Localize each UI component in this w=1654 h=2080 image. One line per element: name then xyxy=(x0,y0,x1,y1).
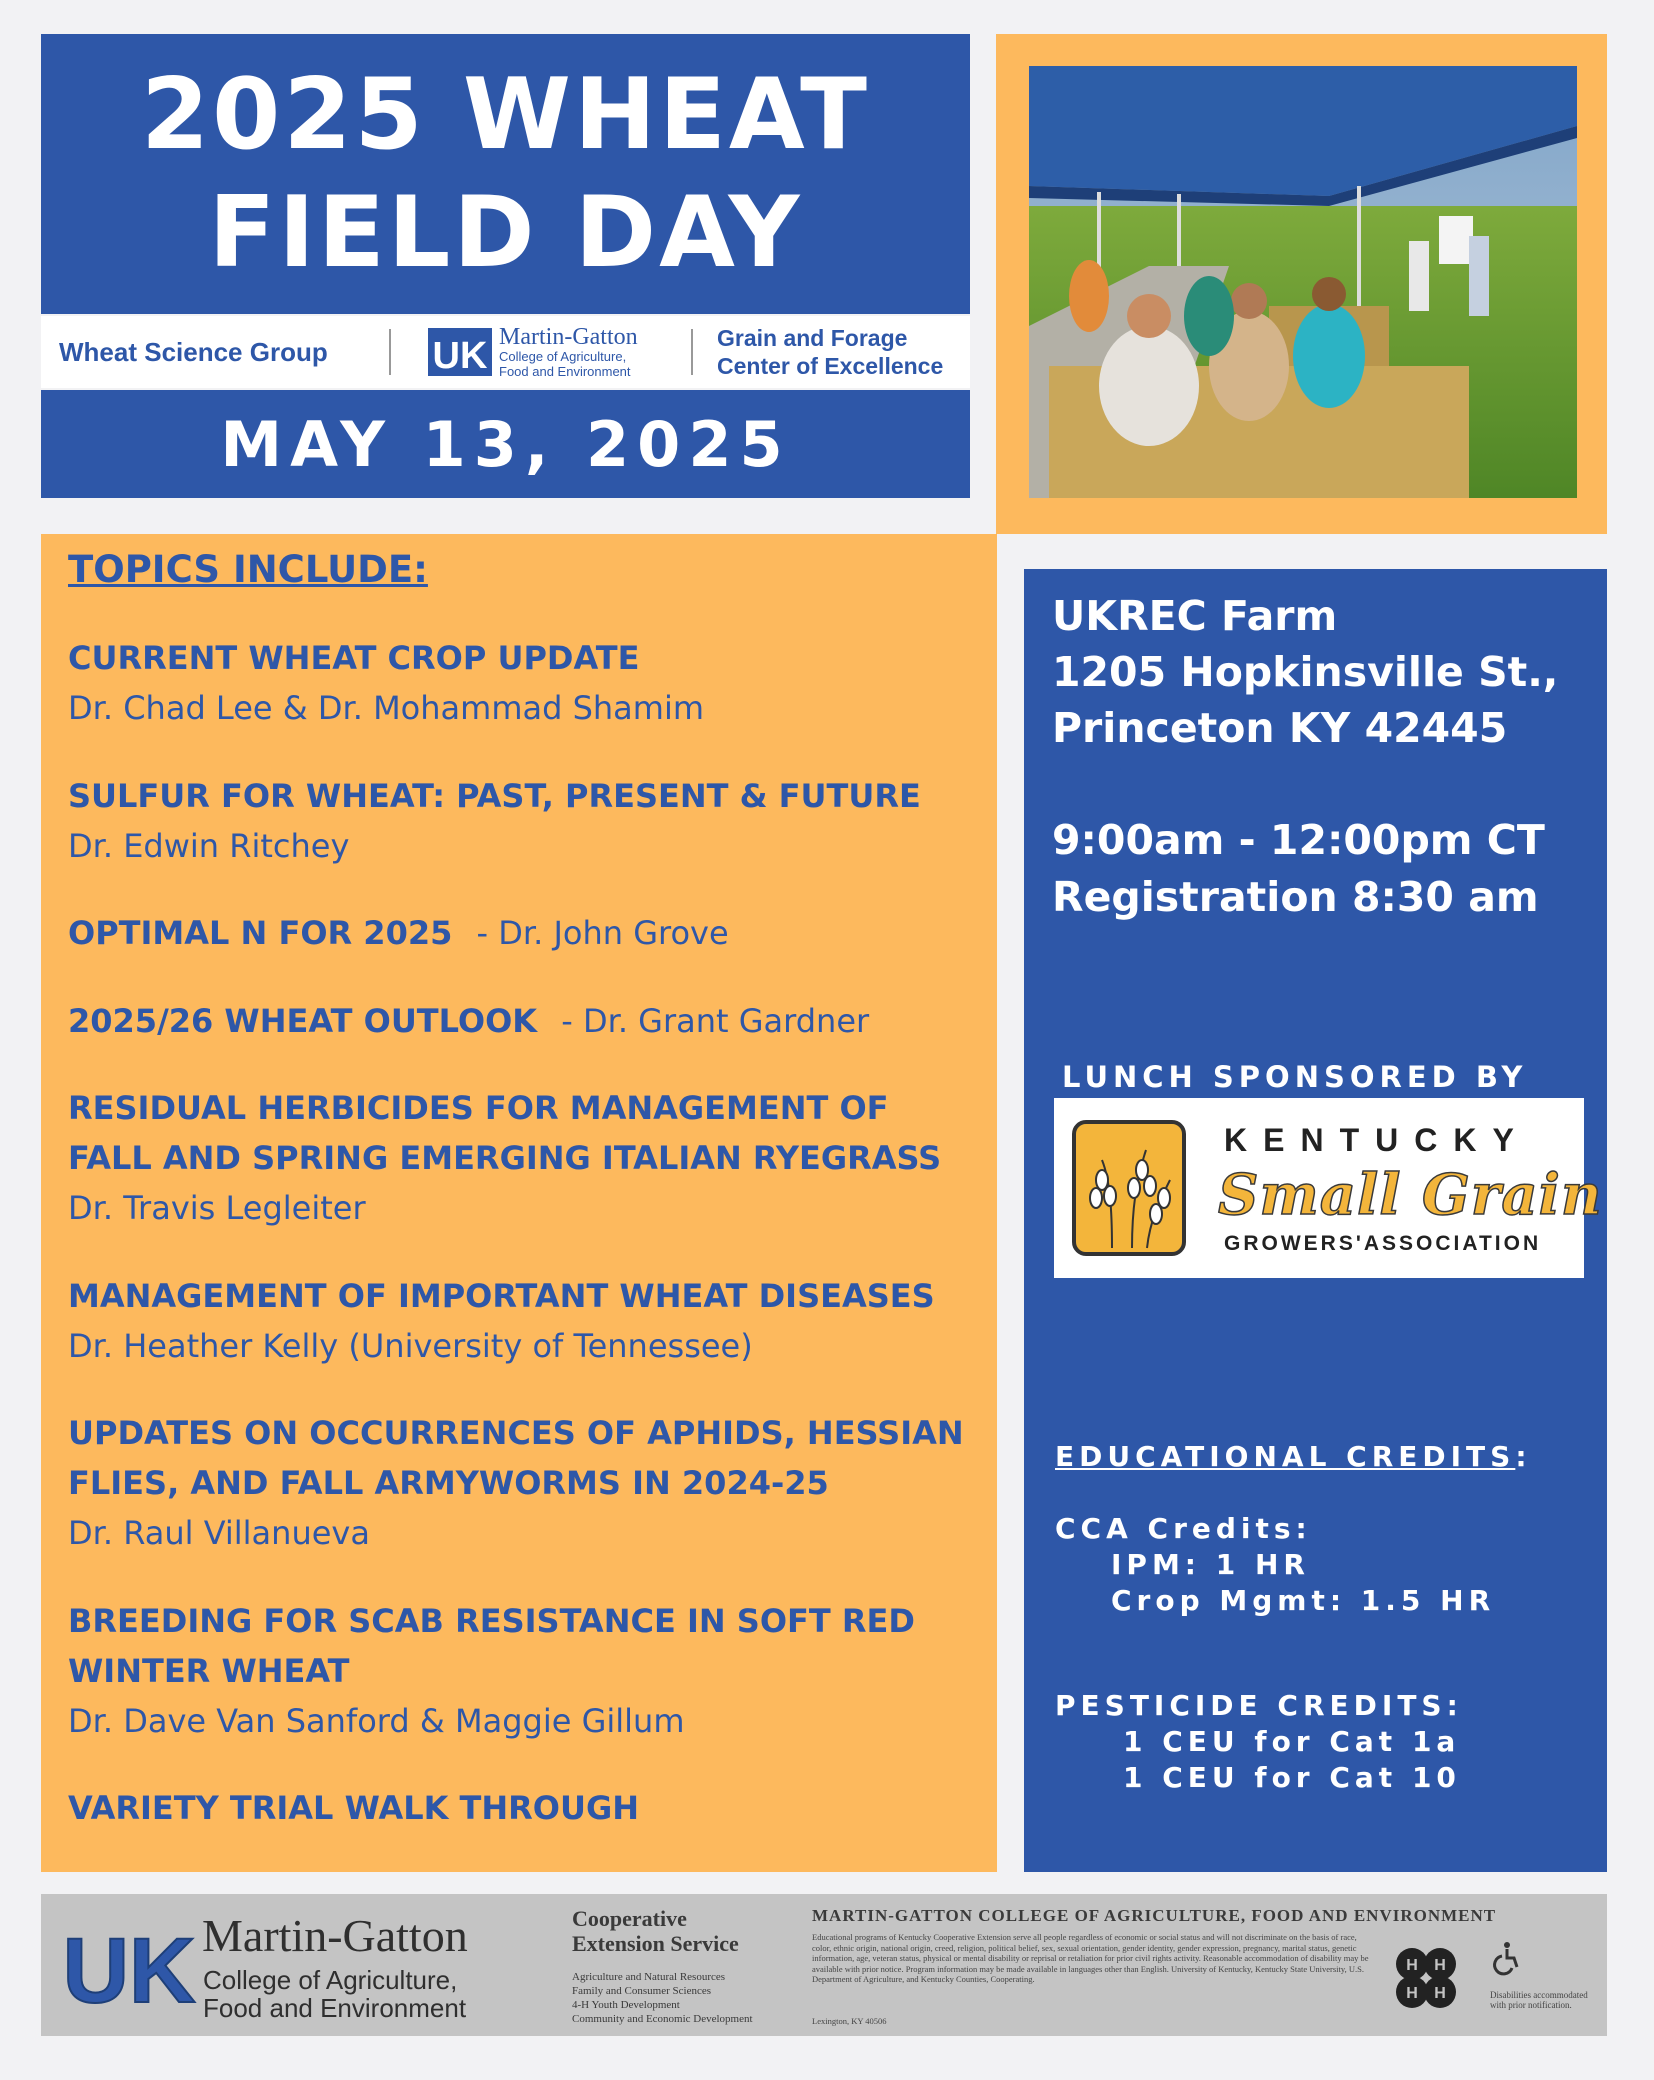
topic-item xyxy=(68,1596,988,1746)
uk-logo-icon xyxy=(427,326,493,378)
address-line: UKREC Farm xyxy=(1052,592,1338,640)
divider xyxy=(691,329,693,375)
topic-title: FLIES, AND FALL ARMYWORMS IN 2024-25 xyxy=(68,1464,829,1502)
title-line-1: 2025 WHEAT xyxy=(140,58,870,172)
topic-speaker: Dr. Edwin Ritchey xyxy=(68,827,350,865)
sponsor-script-name: Small Grain xyxy=(1218,1162,1603,1228)
program-item: 4-H Youth Development xyxy=(572,1999,680,2011)
topic-item xyxy=(68,1083,988,1233)
topic-item xyxy=(68,1783,988,1833)
city: Lexington, KY 40506 xyxy=(812,2016,887,2026)
topic-title: UPDATES ON OCCURRENCES OF APHIDS, HESSIAN xyxy=(68,1414,964,1452)
cca-credits-label: CCA Credits: xyxy=(1055,1512,1312,1545)
topic-title: FALL AND SPRING EMERGING ITALIAN RYEGRASS xyxy=(68,1139,942,1177)
topic-title: SULFUR FOR WHEAT: PAST, PRESENT & FUTURE xyxy=(68,777,921,815)
footer-mg-name: Martin-Gatton xyxy=(202,1910,468,1961)
topic-speaker: - Dr. Grant Gardner xyxy=(561,1002,870,1040)
edu-heading-colon: : xyxy=(1515,1440,1532,1473)
time-range: 9:00am - 12:00pm CT xyxy=(1052,816,1545,864)
accessibility-icon xyxy=(1490,1940,1524,1974)
svg-text:H: H xyxy=(1406,1957,1418,1974)
topic-title: WINTER WHEAT xyxy=(68,1652,350,1690)
topic-speaker: Dr. Chad Lee & Dr. Mohammad Shamim xyxy=(68,689,705,727)
svg-text:H: H xyxy=(1434,1957,1446,1974)
cca-ipm: IPM: 1 HR xyxy=(1111,1548,1310,1581)
topic-item xyxy=(68,633,988,733)
program-item: Agriculture and Natural Resources xyxy=(572,1971,726,1983)
program-item: Family and Consumer Sciences xyxy=(572,1985,712,1997)
edu-heading-text: EDUCATIONAL CREDITS xyxy=(1055,1440,1516,1473)
program-item: Community and Economic Development xyxy=(572,2013,753,2025)
address-line: Princeton KY 42445 xyxy=(1052,704,1508,752)
footer-mg-sub: Food and Environment xyxy=(203,1993,467,2023)
wheat-icon xyxy=(1072,1120,1186,1256)
sponsor-subtitle: GROWERS'ASSOCIATION xyxy=(1224,1232,1542,1255)
extension-service-title xyxy=(572,1906,739,1956)
topic-title: 2025/26 WHEAT OUTLOOK xyxy=(68,1002,538,1040)
topic-title: OPTIMAL N FOR 2025 xyxy=(68,914,453,952)
topic-item xyxy=(68,771,988,871)
svg-text:UK: UK xyxy=(432,335,488,377)
event-address xyxy=(1052,588,1558,756)
title-banner xyxy=(41,34,970,314)
topic-item xyxy=(68,996,988,1046)
topic-speaker: Dr. Heather Kelly (University of Tennessee) xyxy=(68,1327,753,1365)
topic-speaker: Dr. Travis Legleiter xyxy=(68,1189,366,1227)
pesticide-credits-label: PESTICIDE CREDITS: xyxy=(1055,1689,1463,1722)
cca-crop-mgmt: Crop Mgmt: 1.5 HR xyxy=(1111,1584,1496,1617)
pesticide-cat-1a: 1 CEU for Cat 1a xyxy=(1123,1725,1461,1758)
ces-line: Extension Service xyxy=(572,1931,739,1956)
topic-item xyxy=(68,1271,988,1371)
college-name: MARTIN-GATTON COLLEGE OF AGRICULTURE, FOOD AND ENVIRONMENT xyxy=(812,1906,1497,1925)
gfce-line-1: Grain and Forage xyxy=(717,325,908,351)
pesticide-cat-10: 1 CEU for Cat 10 xyxy=(1123,1761,1461,1794)
topic-title: VARIETY TRIAL WALK THROUGH xyxy=(68,1789,640,1827)
event-time xyxy=(1052,812,1545,926)
clover-4h-icon xyxy=(1388,1940,1464,2016)
mg-sub-1: College of Agriculture, xyxy=(499,349,627,364)
martin-gatton-logo xyxy=(499,325,691,379)
logo-strip xyxy=(41,316,970,388)
svg-text:H: H xyxy=(1406,1985,1418,2002)
ces-line: Cooperative xyxy=(572,1906,687,1931)
educational-credits-heading xyxy=(1055,1440,1532,1473)
mg-name: Martin-Gatton xyxy=(499,324,638,350)
topics-heading: TOPICS INCLUDE: xyxy=(68,548,428,591)
accessibility-note: Disabilities accommodated with prior notification. xyxy=(1490,1990,1588,2010)
topic-speaker: Dr. Dave Van Sanford & Maggie Gillum xyxy=(68,1702,685,1740)
registration-time: Registration 8:30 am xyxy=(1052,873,1539,921)
title-line-2: FIELD DAY xyxy=(208,176,803,290)
topic-title: MANAGEMENT OF IMPORTANT WHEAT DISEASES xyxy=(68,1277,935,1315)
event-date: MAY 13, 2025 xyxy=(41,390,970,498)
wheat-science-group-logo: Wheat Science Group xyxy=(59,336,328,367)
topic-title: BREEDING FOR SCAB RESISTANCE IN SOFT RED xyxy=(68,1602,915,1640)
topic-title: RESIDUAL HERBICIDES FOR MANAGEMENT OF xyxy=(68,1089,889,1127)
address-line: 1205 Hopkinsville St., xyxy=(1052,648,1559,696)
mg-sub-2: Food and Environment xyxy=(499,364,631,379)
footer-mg-sub: College of Agriculture, xyxy=(203,1965,458,1995)
topic-item xyxy=(68,908,988,958)
topic-speaker: - Dr. John Grove xyxy=(476,914,729,952)
grain-forage-center-logo xyxy=(717,324,943,380)
divider xyxy=(389,329,391,375)
gfce-line-2: Center of Excellence xyxy=(717,353,944,379)
topic-title: CURRENT WHEAT CROP UPDATE xyxy=(68,639,640,677)
topic-speaker: Dr. Raul Villanueva xyxy=(68,1514,370,1552)
svg-text:H: H xyxy=(1434,1985,1446,2002)
field-day-photo xyxy=(1029,66,1577,498)
lunch-sponsor-label: LUNCH SPONSORED BY xyxy=(1062,1060,1528,1094)
uk-logo-icon xyxy=(62,1920,196,2022)
topic-item xyxy=(68,1408,988,1558)
svg-text:UK: UK xyxy=(62,1920,196,2022)
sponsor-name: KENTUCKY xyxy=(1224,1122,1530,1158)
disclaimer: Educational programs of Kentucky Cooperative Extension serve all people regardless of economic or social status and will not discriminate on the basis of race, color, ethnic origin, national origin, creed, religion, political belief, sex, sexual orientation, gender identity, gender expression, pregnancy, marital status, genetic information, age, veteran status, physical or mental disability or reprisal or retaliation for prior civil rights activity. Reasonable accommodation of disability may be available with prior notice. Program information may be made available in languages other than English. University of Kentucky, Kentucky State University, U.S. Department of Agriculture, and Kentucky Counties, Cooperating. xyxy=(812,1932,1369,1984)
